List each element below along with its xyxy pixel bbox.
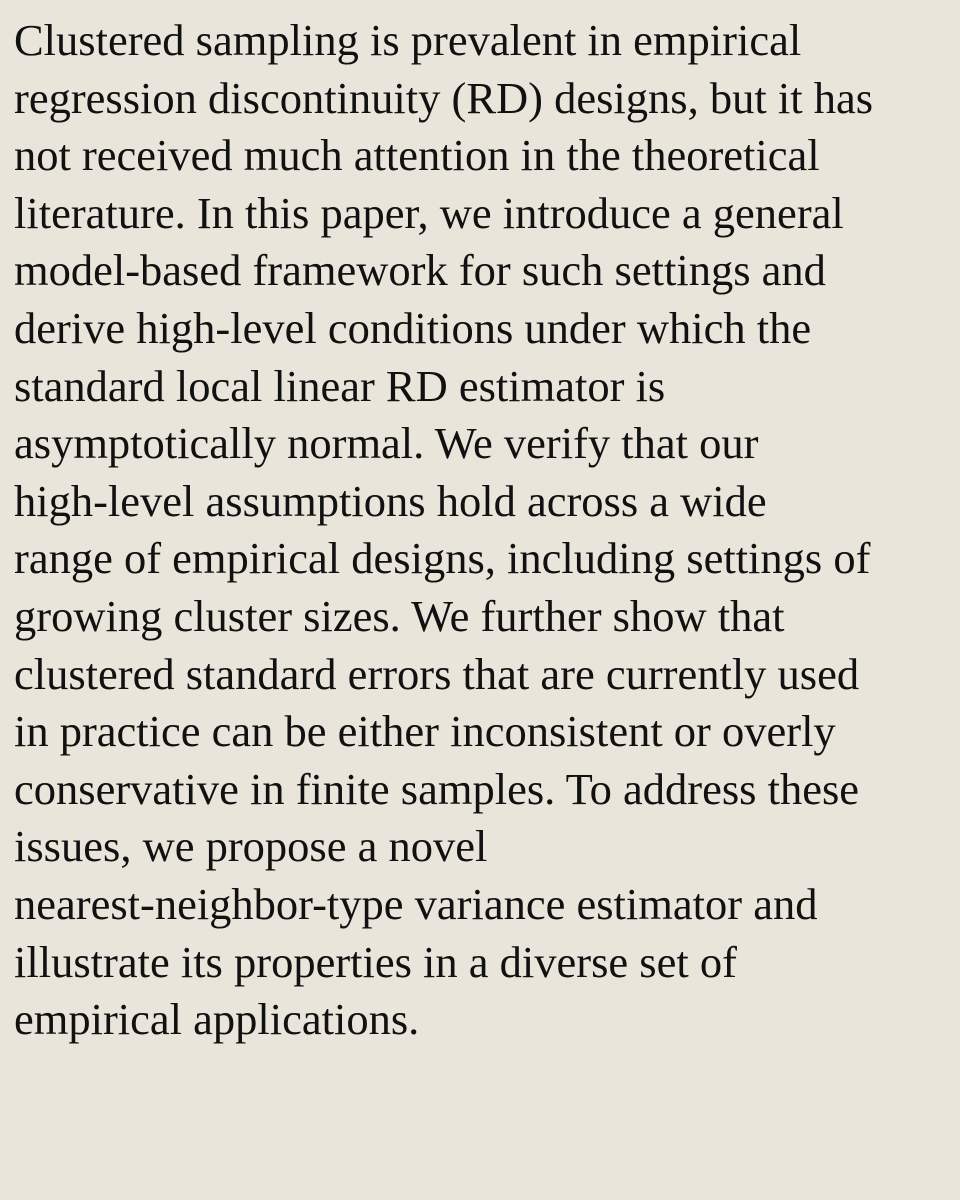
abstract-line-1: Clustered sampling is prevalent in empirical: [14, 15, 802, 65]
abstract-line-6: derive high-level conditions under which the: [14, 302, 812, 353]
abstract-line-13: in practice can be either inconsistent or overly: [14, 706, 836, 757]
abstract-line-7: standard local linear RD estimator is: [14, 360, 666, 411]
abstract-line-11: growing cluster sizes. We further show that: [14, 590, 785, 641]
abstract-line-2: regression discontinuity (RD) designs, but it has: [14, 72, 874, 123]
abstract-line-18: empirical applications.: [14, 994, 420, 1045]
abstract-line-10: range of empirical designs, including settings of: [14, 533, 871, 584]
abstract-line-4: literature. In this paper, we introduce a general: [14, 187, 844, 238]
abstract-line-14: conservative in finite samples. To address these: [14, 763, 860, 814]
abstract-line-12: clustered standard errors that are currently used: [14, 648, 860, 699]
abstract-line-15: issues, we propose a novel: [14, 821, 488, 872]
abstract-line-9: high-level assumptions hold across a wide: [14, 475, 767, 526]
abstract-line-17: illustrate its properties in a diverse set of: [14, 936, 737, 987]
abstract-text: [14, 12, 960, 1049]
abstract-line-16: nearest-neighbor-type variance estimator and: [14, 878, 818, 929]
abstract-line-3: not received much attention in the theoretical: [14, 130, 820, 181]
abstract-line-8: asymptotically normal. We verify that our: [14, 418, 759, 469]
abstract-line-5: model-based framework for such settings and: [14, 245, 826, 296]
